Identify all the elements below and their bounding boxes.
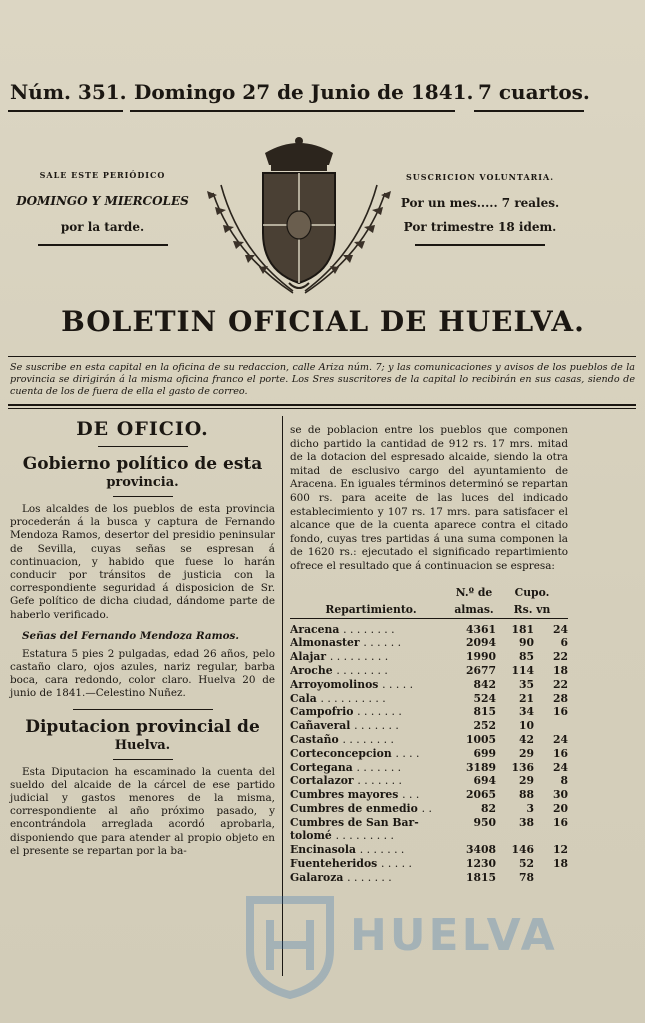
population-value: 3189 (465, 760, 496, 774)
population-value: 524 (473, 691, 496, 705)
section-title: Diputacion provincial de (25, 716, 260, 737)
maravedis-value: 18 (552, 663, 568, 677)
divider (73, 709, 213, 710)
town-name (290, 843, 452, 857)
maravedis-value: 24 (552, 732, 568, 746)
town-label: Cortegana (290, 760, 353, 774)
reales-value: 52 (518, 857, 534, 871)
watermark (240, 890, 630, 1000)
header-name: Repartimiento. (325, 602, 417, 616)
leader-dots: . . . . . . . . (342, 732, 394, 746)
maravedis-value (534, 719, 568, 733)
table-row (290, 788, 568, 802)
leader-dots: . . . (402, 788, 420, 802)
town-name (290, 636, 452, 650)
masthead-underline (8, 110, 123, 112)
reales-value: 78 (518, 870, 534, 884)
population-value: 2094 (465, 636, 496, 650)
leader-dots: . . . . . . . (354, 719, 399, 733)
leader-dots: . . . . . . . . (343, 622, 395, 636)
reales-value: 146 (511, 843, 534, 857)
maravedis-value: 8 (560, 774, 568, 788)
leader-dots: . . . . . . (363, 636, 402, 650)
table-row (290, 692, 568, 706)
town-label: Almonaster (290, 636, 360, 650)
maravedis-value: 22 (552, 650, 568, 664)
reales-value: 29 (518, 774, 534, 788)
article-body: se de poblacion entre los pueblos que componen dicho partido la cantidad de 912 rs. 17 mrs. mitad de la dotacion del espresado alcaide, siendo la otra mitad de esclusivo cargo del ayuntamiento de Aracena. En iguales términos determinó se repartan 600 rs. para aceite de las luces del indicado establecimiento y 107 rs. 17 mrs. para satisfacer el alcance que de la cuenta aparece contra el citado fondo, cuyas tres partidas á una suma componen la de 1620 rs.: ejecutado el significado repartimiento ofrece el resultado que á continuacion se espresa: (290, 424, 568, 572)
population-value (452, 829, 496, 843)
issue-price: 7 cuartos. (478, 80, 590, 104)
maravedis-value: 24 (552, 760, 568, 774)
watermark-text: HUELVA (350, 910, 558, 961)
town-name (290, 705, 452, 719)
town-label: Corteconcepcion (290, 746, 392, 760)
section-subtitle: Huelva. (114, 737, 171, 753)
leader-dots: . . . . . . . . . (329, 650, 389, 664)
shield-icon (240, 890, 340, 1000)
maravedis-value: 24 (552, 622, 568, 636)
table-row (290, 857, 568, 871)
divider (8, 356, 636, 357)
reales-value: 90 (518, 636, 534, 650)
town-name (290, 678, 452, 692)
divider (113, 496, 173, 497)
reales-value: 21 (518, 691, 534, 705)
table-row (290, 802, 568, 816)
table-body (290, 623, 568, 885)
population-value: 252 (473, 719, 496, 733)
town-label: Cortalazor (290, 774, 354, 788)
population-value: 1230 (465, 857, 496, 871)
population-value: 1990 (465, 650, 496, 664)
town-name (290, 802, 452, 816)
distribution-table (290, 584, 568, 885)
table-row (290, 719, 568, 733)
town-name (290, 747, 452, 761)
maravedis-value (534, 829, 568, 843)
table-row (290, 871, 568, 885)
town-name (290, 733, 452, 747)
maravedis-value (534, 871, 568, 885)
article-body: Los alcaldes de los pueblos de esta provincia procederán á la busca y captura de Fernando Mendoza Ramos, desertor del presidio peninsular de Sevilla, cuyas señas se espresan á continuacion, y habido que fuese lo harán conducir por tránsitos de justicia con la correspondiente seguridad á disposicion de Sr. Gefe político de dicha ciudad, dándome parte de haberlo verificado. (10, 503, 275, 621)
population-value: 842 (473, 677, 496, 691)
town-name (290, 650, 452, 664)
population-value: 3408 (465, 843, 496, 857)
section-title: Gobierno político de esta (22, 454, 263, 474)
newspaper-title: BOLETIN OFICIAL DE HUELVA. (61, 305, 585, 338)
maravedis-value: 12 (552, 843, 568, 857)
table-row (290, 636, 568, 650)
maravedis-value: 28 (552, 691, 568, 705)
maravedis-value: 16 (552, 746, 568, 760)
maravedis-value: 16 (552, 705, 568, 719)
table-row (290, 761, 568, 775)
reales-value: 10 (518, 719, 534, 733)
section-heading: DE OFICIO. (76, 418, 209, 440)
royal-crest-icon (193, 133, 405, 303)
town-label: Cumbres de enmedio (290, 801, 418, 815)
maravedis-value: 16 (552, 815, 568, 829)
town-label: Castaño (290, 732, 339, 746)
schedule-days: DOMINGO Y MIERCOLES (16, 194, 189, 208)
header-almas-sub: almas. (454, 602, 494, 616)
town-name (290, 692, 452, 706)
maravedis-value: 20 (552, 801, 568, 815)
town-name (290, 719, 452, 733)
price-monthly: Por un mes..... 7 reales. (400, 196, 560, 210)
town-label: Galaroza (290, 870, 344, 884)
town-label: Aracena (290, 622, 340, 636)
schedule-label: SALE ESTE PERIÓDICO (39, 170, 166, 180)
reales-value: 3 (526, 801, 534, 815)
town-name (290, 871, 452, 885)
reales-value: 35 (518, 677, 534, 691)
reales-value (496, 829, 534, 843)
table-row (290, 816, 568, 830)
masthead (8, 80, 633, 116)
table-row (290, 678, 568, 692)
population-value: 2677 (465, 663, 496, 677)
town-label: Fuenteheridos (290, 857, 378, 871)
reales-value: 136 (511, 760, 534, 774)
table-row (290, 843, 568, 857)
maravedis-value: 6 (560, 636, 568, 650)
header-almas: N.º de (455, 585, 493, 599)
header-cupo: Cupo. (514, 585, 550, 599)
leader-dots: . . . . . (382, 677, 414, 691)
reales-value: 29 (518, 746, 534, 760)
masthead-underline (474, 110, 584, 112)
leader-dots: . . . . . . . (359, 843, 405, 857)
table-row (290, 774, 568, 788)
leader-dots: . . . . . . . (356, 760, 402, 774)
reales-value: 85 (518, 650, 534, 664)
price-quarterly: Por trimestre 18 idem. (403, 220, 557, 234)
population-value: 1815 (465, 870, 496, 884)
leader-dots: . . . . (395, 746, 420, 760)
population-value: 2065 (465, 788, 496, 802)
town-label: Cumbres mayores (290, 788, 399, 802)
divider (98, 446, 188, 447)
town-label: Arroyomolinos (290, 677, 379, 691)
population-value: 815 (473, 705, 496, 719)
town-label: Cala (290, 691, 317, 705)
article-body: Esta Diputacion ha escaminado la cuenta del sueldo del alcaide de la cárcel de ese partido judicial y gastos menores de la misma, correspondiente al año próximo pasado, y encontrándola arreglada acordó aprobarla, disponiendo que para atender al propio objeto en el presente se repartan por la ba- (10, 765, 275, 857)
reales-value: 34 (518, 705, 534, 719)
maravedis-value: 30 (552, 788, 568, 802)
reales-value: 88 (518, 788, 534, 802)
leader-dots: . . . . . . . (347, 870, 392, 884)
reales-value: 181 (511, 622, 534, 636)
left-column (10, 418, 275, 858)
town-name (290, 623, 452, 637)
subscription-note: Se suscribe en esta capital en la oficina de su redaccion, calle Ariza núm. 7; y las comunicaciones y avisos de los pueblos de la provincia se dirigirán á la misma oficina franco el porte. Los Sres suscritores de la capital lo recibirán en sus casas, siendo de cuenta de los de fuera de ella el gasto de correo. (10, 362, 635, 397)
population-value: 694 (473, 774, 496, 788)
leader-dots: . . . . . . . (357, 774, 402, 788)
article-subheading: Señas del Fernando Mendoza Ramos. (22, 629, 239, 642)
article-body: Estatura 5 pies 2 pulgadas, edad 26 años, pelo castaño claro, ojos azules, nariz regular, barba boca, cara redondo, color claro. Huelva 20 de junio de 1841.—Celestino Nuñez. (10, 647, 275, 700)
subscription-label: SUSCRICION VOLUNTARIA. (405, 172, 555, 182)
town-label: Aroche (290, 663, 333, 677)
publication-schedule (10, 170, 195, 246)
town-label: Campofrio (290, 705, 354, 719)
issue-number: Núm. 351. (10, 80, 127, 104)
town-name (290, 857, 452, 871)
issue-date: Domingo 27 de Junio de 1841. (134, 80, 474, 104)
town-name (290, 774, 452, 788)
town-label: Cañaveral (290, 719, 351, 733)
table-row (290, 623, 568, 637)
population-value: 82 (480, 801, 496, 815)
leader-dots: . . . . . . . . . (335, 829, 394, 843)
population-value: 699 (473, 746, 496, 760)
table-row (290, 747, 568, 761)
table-row (290, 733, 568, 747)
town-label: Alajar (290, 650, 327, 664)
maravedis-value: 18 (552, 857, 568, 871)
town-name (290, 761, 452, 775)
leader-dots: . . . . . . . . (336, 663, 388, 677)
leader-dots: . . . . . . . (357, 705, 402, 719)
town-name (290, 816, 452, 830)
town-name (290, 829, 452, 843)
header-cupo-sub: Rs. vn (513, 602, 551, 616)
section-subtitle: provincia. (106, 475, 179, 490)
divider (415, 244, 545, 246)
divider (38, 244, 168, 246)
town-label: Encinasola (290, 843, 356, 857)
population-value: 1005 (465, 732, 496, 746)
population-value: 950 (473, 815, 496, 829)
masthead-underline (130, 110, 455, 112)
reales-value: 114 (511, 663, 534, 677)
leader-dots: . . (421, 801, 432, 815)
maravedis-value: 22 (552, 677, 568, 691)
leader-dots: . . . . . (381, 857, 412, 871)
table-row (290, 664, 568, 678)
table-row (290, 705, 568, 719)
town-label: Cumbres de San Bar- (290, 815, 419, 829)
reales-value: 42 (518, 732, 534, 746)
divider (8, 408, 636, 409)
leader-dots: . . . . . . . . . . (320, 691, 386, 705)
town-name (290, 664, 452, 678)
population-value: 4361 (465, 622, 496, 636)
table-row (290, 829, 568, 843)
divider (113, 759, 173, 760)
town-label: tolomé (290, 829, 332, 843)
table-header-row (290, 584, 568, 601)
divider (8, 404, 636, 406)
schedule-time: por la tarde. (60, 220, 145, 234)
table-row (290, 650, 568, 664)
town-name (290, 788, 452, 802)
subscription-prices (400, 172, 560, 246)
right-column (290, 424, 568, 885)
reales-value: 38 (518, 815, 534, 829)
